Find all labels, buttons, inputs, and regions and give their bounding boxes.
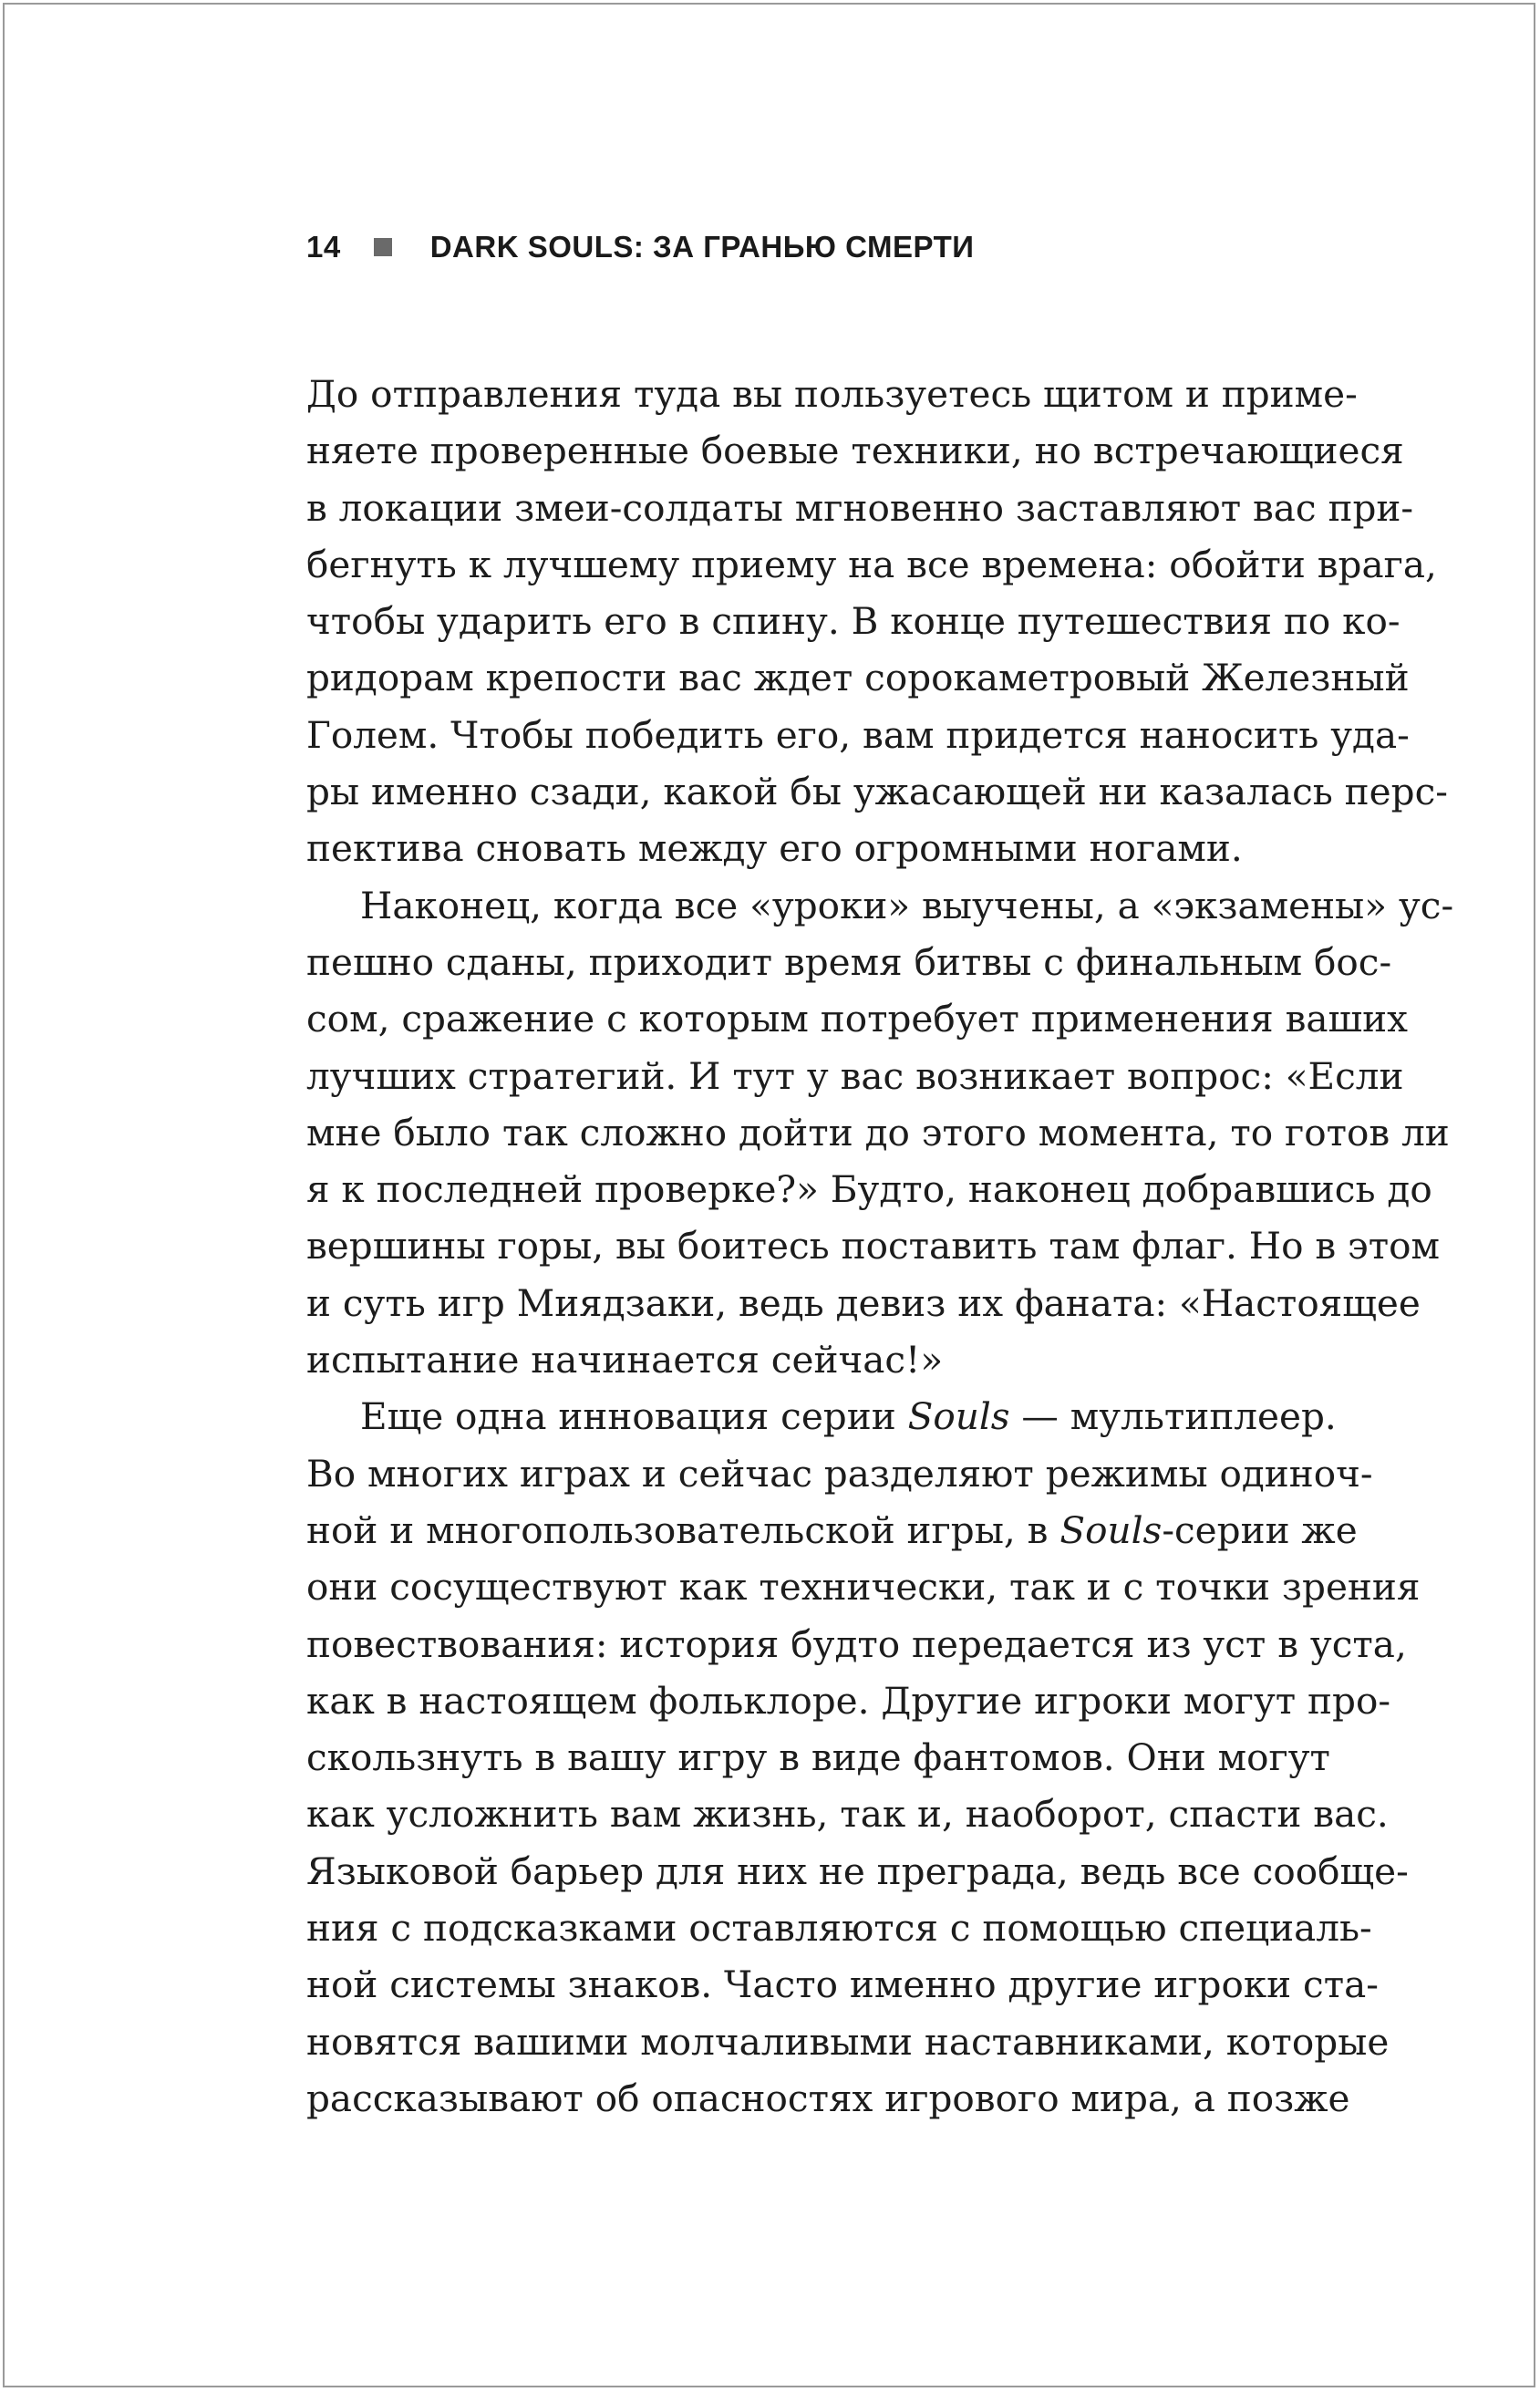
text-fragment: -серии же	[1162, 1507, 1358, 1552]
text-line: в локации змеи-солдаты мгновенно заставляют вас при-	[306, 485, 1414, 530]
italic-term: Souls	[907, 1394, 1010, 1439]
text-line: я к последней проверке?» Будто, наконец добравшись до	[306, 1167, 1432, 1212]
text-line	[306, 1502, 1358, 1558]
text-line: вершины горы, вы боитесь поставить там флаг. Но в этом	[306, 1224, 1441, 1268]
text-line: мне было так сложно дойти до этого момента, то готов ли	[306, 1110, 1450, 1155]
text-body	[306, 366, 1454, 2127]
text-line: лучших стратегий. И тут у вас возникает вопрос: «Если	[306, 1053, 1404, 1098]
text-line	[306, 1388, 1337, 1445]
text-line: ры именно сзади, какой бы ужасающей ни казалась перс-	[306, 770, 1448, 814]
text-line: повествования: история будто передается из уст в уста,	[306, 1621, 1407, 1666]
text-line: новятся вашими молчаливыми наставниками, которые	[306, 2019, 1390, 2064]
text-fragment: — мультиплеер.	[1009, 1394, 1337, 1439]
text-line: как в настоящем фольклоре. Другие игроки могут про-	[306, 1678, 1391, 1723]
italic-term: Souls	[1059, 1507, 1163, 1552]
text-line: няете проверенные боевые техники, но встречающиеся	[306, 429, 1404, 473]
text-line: пешно сданы, приходит время битвы с финальным бос-	[306, 939, 1392, 984]
text-line: как усложнить вам жизнь, так и, наоборот, спасти вас.	[306, 1792, 1389, 1837]
text-line: чтобы ударить его в спину. В конце путешествия по ко-	[306, 599, 1400, 644]
text-line: пектива сновать между его огромными ногами.	[306, 826, 1243, 871]
square-separator-icon	[374, 238, 392, 256]
text-line: бегнуть к лучшему приему на все времена: обойти врага,	[306, 542, 1437, 586]
text-fragment: Еще одна инновация серии	[360, 1394, 908, 1439]
text-line: испытание начинается сейчас!»	[306, 1338, 944, 1382]
text-line: Языковой барьер для них не преграда, ведь все сообще-	[306, 1848, 1409, 1893]
text-line: скользнуть в вашу игру в виде фантомов. Они могут	[306, 1735, 1330, 1780]
text-line: Голем. Чтобы победить его, вам придется наносить уда-	[306, 712, 1410, 757]
text-line: рассказывают об опасностях игрового мира, а позже	[306, 2076, 1350, 2120]
text-line: ридорам крепости вас ждет сорокаметровый Железный	[306, 656, 1410, 700]
text-line: ной системы знаков. Часто именно другие игроки ста-	[306, 1962, 1379, 2007]
text-fragment: ной и многопользовательской игры, в	[306, 1507, 1060, 1552]
text-line: Наконец, когда все «уроки» выучены, а «экзамены» ус-	[360, 883, 1454, 927]
book-title: DARK SOULS: ЗА ГРАНЬЮ СМЕРТИ	[429, 230, 975, 264]
running-head	[306, 222, 974, 273]
page-number: 14	[306, 230, 341, 264]
page-frame	[3, 3, 1535, 2387]
text-line: ния с подсказками оставляются с помощью специаль-	[306, 1906, 1372, 1951]
text-line: Во многих играх и сейчас разделяют режимы одиноч-	[306, 1451, 1373, 1496]
text-line: и суть игр Миядзаки, ведь девиз их фаната: «Настоящее	[306, 1280, 1421, 1325]
text-line: До отправления туда вы пользуетесь щитом и приме-	[306, 372, 1358, 416]
text-line: они сосуществуют как технически, так и с точки зрения	[306, 1565, 1421, 1610]
text-line: сом, сражение с которым потребует применения ваших	[306, 997, 1409, 1041]
